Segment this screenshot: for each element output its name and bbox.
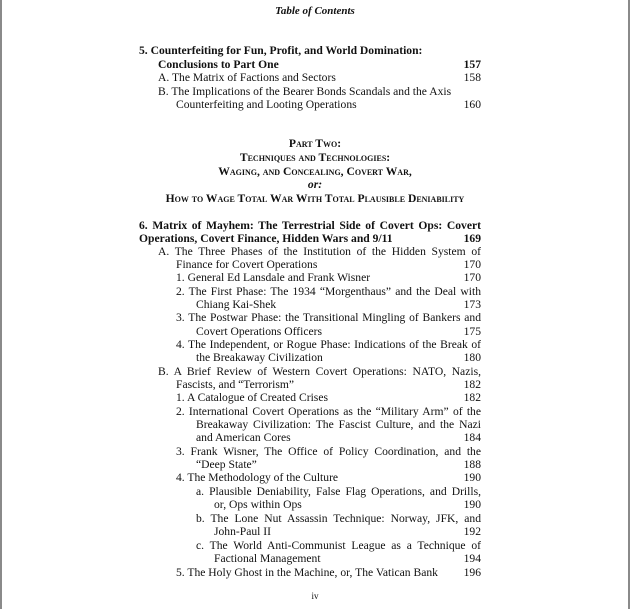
chapter-5-title: 5. Counterfeiting for Fun, Profit, and World Domination: xyxy=(139,44,423,57)
running-header-text: Table of Contents xyxy=(275,5,355,17)
part-two-or xyxy=(0,178,630,191)
entry-label: Conclusions to Part One xyxy=(158,58,279,71)
part-two-line-5: How to Wage Total War With Total Plausible Deniability xyxy=(165,192,465,205)
entry-label-continued: and American Cores xyxy=(196,431,291,444)
entry-label: A. The Three Phases of the Institution of the Hidden System of xyxy=(158,245,481,258)
entry-label-continued: Covert Operations Officers xyxy=(196,325,322,338)
entry-label: B. A Brief Review of Western Covert Operations: NATO, Nazis, xyxy=(158,365,481,378)
entry-label: 3. Frank Wisner, The Office of Policy Coordination, and the xyxy=(176,445,481,458)
entry-label: 4. The Methodology of the Culture xyxy=(176,471,339,484)
entry-label: c. The World Anti-Communist League as a Technique of xyxy=(196,539,481,552)
entry-label: a. Plausible Deniability, False Flag Operations, and Drills, xyxy=(196,485,481,498)
page-number: 182 xyxy=(463,378,481,391)
part-two-line-4: or: xyxy=(307,178,323,191)
entry-label-continued: Factional Management xyxy=(214,552,321,565)
footer-page-number xyxy=(0,590,630,603)
page-number: 192 xyxy=(463,525,481,538)
entry-label-continued: Breakaway Civilization: The Fascist Culture, and the Nazi xyxy=(196,418,481,431)
part-two-line-1: Part Two: xyxy=(288,137,342,150)
page-number: 170 xyxy=(463,271,481,284)
entry-label-continued: Fascists, and “Terrorism” xyxy=(176,378,294,391)
entry-label: 1. General Ed Lansdale and Frank Wisner xyxy=(176,271,371,284)
entry-label: B. The Implications of the Bearer Bonds Scandals and the Axis xyxy=(158,85,452,98)
entry-label: 1. A Catalogue of Created Crises xyxy=(176,391,328,404)
chapter-6-title-continued: Operations, Covert Finance, Hidden Wars and 9/11 xyxy=(139,232,393,245)
page-number: 184 xyxy=(463,431,481,444)
page-number: 182 xyxy=(463,391,481,404)
running-header xyxy=(0,5,630,18)
entry-label-continued: Counterfeiting and Looting Operations xyxy=(176,98,357,111)
entry-label: 5. The Holy Ghost in the Machine, or, The Vatican Bank xyxy=(176,566,438,579)
page-number: 170 xyxy=(463,258,481,271)
part-two-subtitle-1 xyxy=(0,151,630,164)
entry-label-continued: Chiang Kai-Shek xyxy=(196,298,277,311)
page-number: 160 xyxy=(463,98,481,111)
entry-label: 2. The First Phase: The 1934 “Morgenthaus” and the Deal with xyxy=(176,285,481,298)
page-number: 169 xyxy=(463,232,481,245)
entry-label-continued: John-Paul II xyxy=(214,525,271,538)
entry-label: b. The Lone Nut Assassin Technique: Norway, JFK, and xyxy=(196,512,481,525)
chapter-6-title: 6. Matrix of Mayhem: The Terrestrial Side of Covert Ops: Covert xyxy=(139,219,481,232)
page-number: 194 xyxy=(463,552,481,565)
part-two-subtitle-3 xyxy=(0,192,630,205)
entry-label-continued: or, Ops within Ops xyxy=(214,498,302,511)
part-two-heading xyxy=(0,137,630,150)
page-number: 190 xyxy=(463,471,481,484)
entry-label: 2. International Covert Operations as the “Military Arm” of the xyxy=(176,405,481,418)
page-number: 175 xyxy=(463,325,481,338)
entry-label-continued: “Deep State” xyxy=(196,458,257,471)
footer-page-number-text: iv xyxy=(311,591,319,601)
part-two-subtitle-2 xyxy=(0,165,630,178)
page-left-edge xyxy=(0,0,2,609)
page-number: 180 xyxy=(463,351,481,364)
entry-label: 4. The Independent, or Rogue Phase: Indications of the Break of xyxy=(176,338,481,351)
entry-label-continued: Finance for Covert Operations xyxy=(176,258,318,271)
part-two-line-2: Techniques and Technologies: xyxy=(239,151,391,164)
page-number: 173 xyxy=(463,298,481,311)
page-number: 157 xyxy=(463,58,481,71)
page-number: 158 xyxy=(463,71,481,84)
part-two-line-3: Waging, and Concealing, Covert War, xyxy=(218,165,412,178)
entry-label: A. The Matrix of Factions and Sectors xyxy=(158,71,336,84)
page-number: 188 xyxy=(463,458,481,471)
page-number: 190 xyxy=(463,498,481,511)
page-number: 196 xyxy=(463,566,481,579)
entry-label: 3. The Postwar Phase: the Transitional Mingling of Bankers and xyxy=(176,311,481,324)
entry-label-continued: the Breakaway Civilization xyxy=(196,351,323,364)
